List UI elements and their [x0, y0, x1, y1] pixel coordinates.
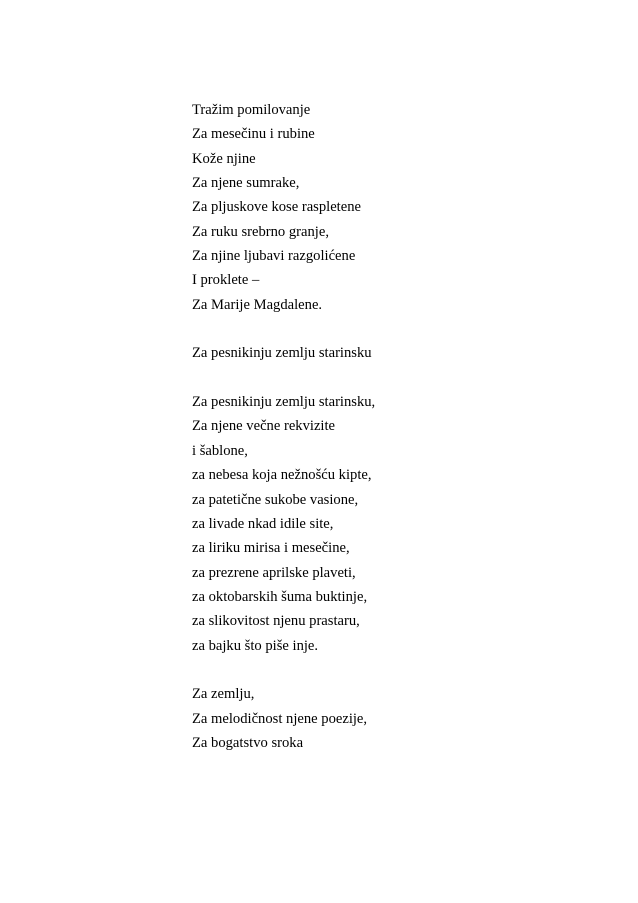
- poem-line: za livade nkad idile site,: [192, 515, 334, 532]
- poem-line: i šablone,: [192, 442, 248, 459]
- poem-line: Za ruku srebrno granje,: [192, 223, 329, 240]
- poem-line: za patetične sukobe vasione,: [192, 491, 359, 508]
- poem-line: Za bogatstvo sroka: [192, 734, 304, 751]
- section-title: Za pesnikinju zemlju starinsku: [192, 345, 372, 362]
- poem-line: Za njene sumrake,: [192, 175, 300, 192]
- poem-line: Za njene večne rekvizite: [192, 418, 336, 435]
- poem-line: Za mesečinu i rubine: [192, 126, 315, 143]
- poem-line: za bajku što piše inje.: [192, 637, 319, 654]
- poem-line: Za pljuskove kose raspletene: [192, 199, 361, 216]
- poem-line: I proklete –: [192, 272, 260, 289]
- poem-line: za liriku mirisa i mesečine,: [192, 540, 350, 557]
- poem-line: Za Marije Magdalene.: [192, 296, 323, 313]
- poem-line: za slikovitost njenu prastaru,: [192, 613, 360, 630]
- poem-line: za prezrene aprilske plaveti,: [192, 564, 356, 581]
- stanza-break: [192, 662, 612, 686]
- poem-line: Kože njine: [192, 150, 256, 167]
- poem-line: Za pesnikinju zemlju starinsku,: [192, 394, 376, 411]
- poem-text: [192, 102, 612, 759]
- stanza-break: [192, 370, 612, 394]
- stanza-break: [192, 321, 612, 345]
- poem-line: Tražim pomilovanje: [192, 102, 311, 118]
- poem-line: Za melodičnost njene poezije,: [192, 710, 368, 727]
- poem-line: za oktobarskih šuma buktinje,: [192, 588, 368, 605]
- poem-line: za nebesa koja nežnošću kipte,: [192, 467, 372, 484]
- poem-line: Za njine ljubavi razgolićene: [192, 248, 356, 265]
- poem-line: Za zemlju,: [192, 686, 255, 703]
